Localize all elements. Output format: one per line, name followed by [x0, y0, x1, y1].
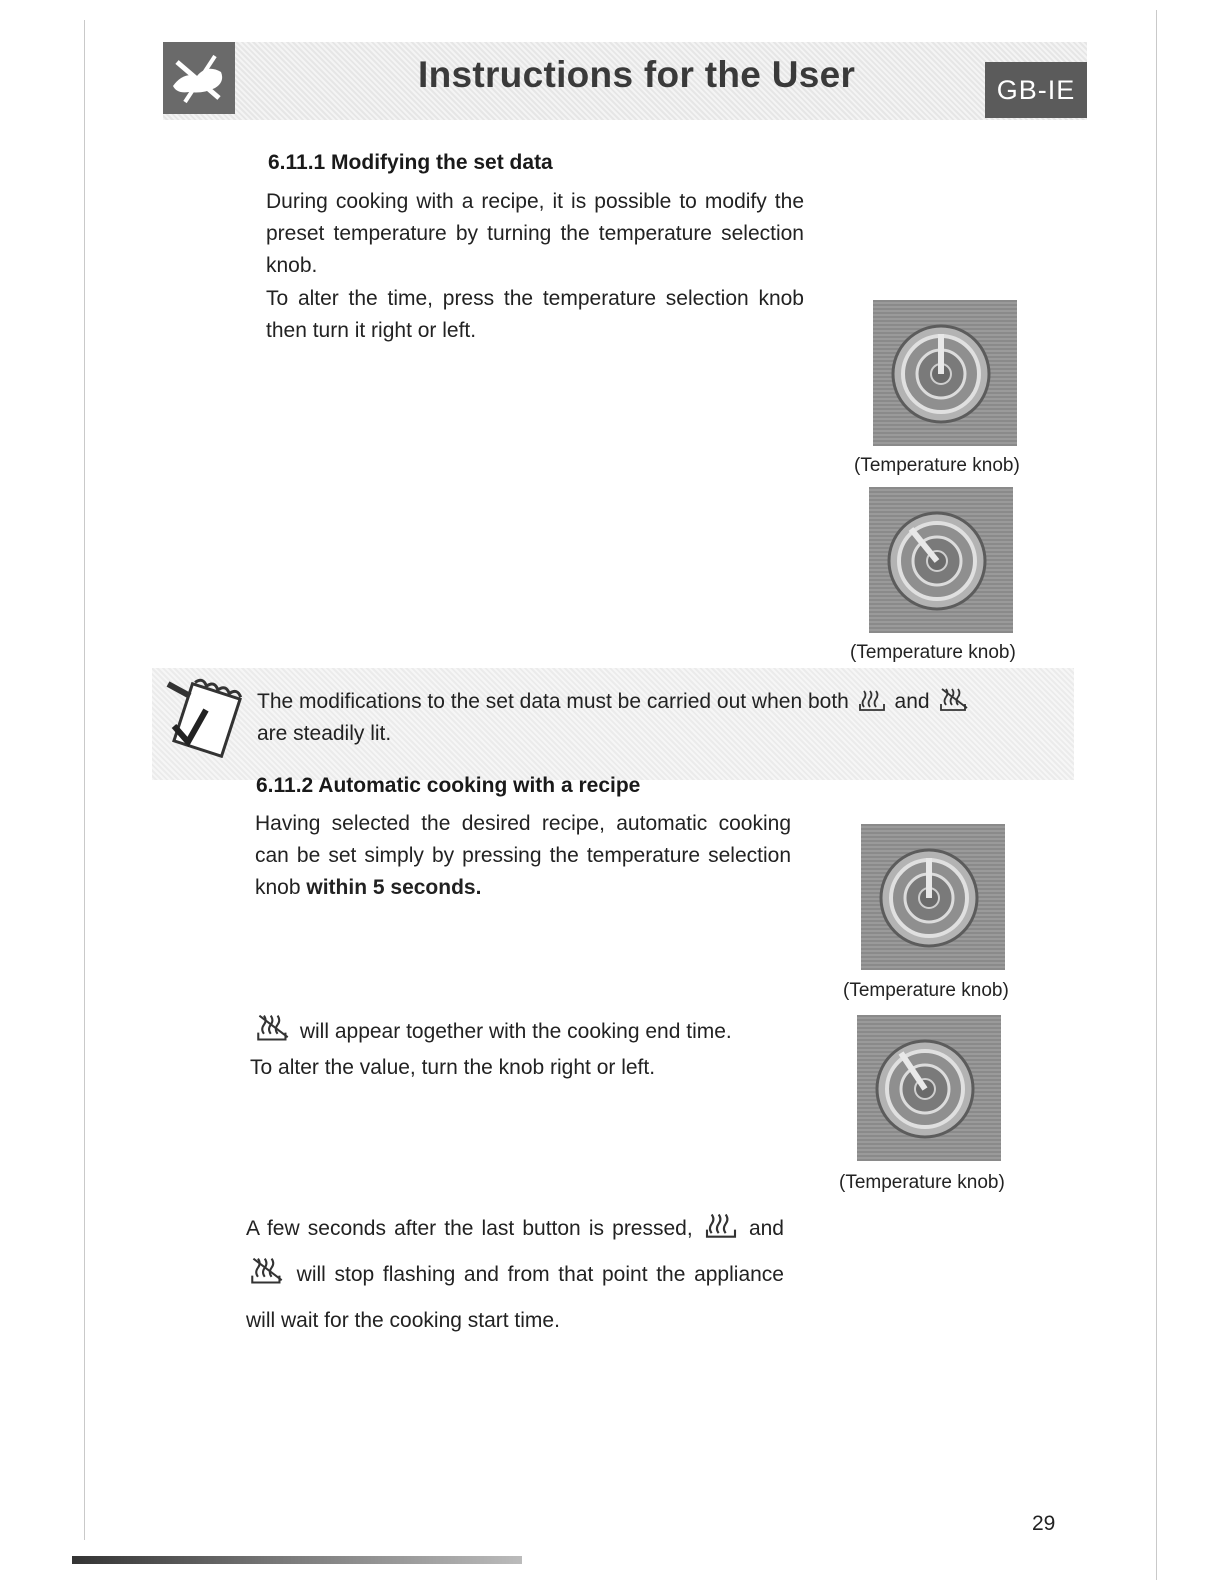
- section-2-paragraph-4: [246, 1206, 784, 1344]
- section-2-paragraph-4-start: A few seconds after the last button is pressed,: [246, 1217, 693, 1240]
- section-1-paragraph-1: During cooking with a recipe, it is possible to modify the preset temperature by turning the temperature selection knob.: [266, 190, 804, 277]
- temperature-knob-image: [869, 487, 1013, 633]
- language-badge: GB-IE: [985, 62, 1087, 118]
- cooking-end-symbol-icon: [939, 686, 969, 712]
- section-1-title: 6.11.1 Modifying the set data: [268, 151, 553, 174]
- section-2-paragraph-2: [252, 1012, 812, 1048]
- left-margin-line: [84, 20, 85, 1540]
- heating-symbol-icon: [705, 1211, 737, 1239]
- cooking-end-symbol-icon: [256, 1012, 290, 1042]
- header-title: Instructions for the User: [418, 54, 856, 95]
- knob-3-caption: (Temperature knob): [843, 980, 1009, 1001]
- section-2-title: 6.11.2 Automatic cooking with a recipe: [256, 774, 641, 797]
- note-text: [257, 686, 1057, 750]
- temperature-knob-image: [861, 824, 1005, 970]
- knob-1-caption: (Temperature knob): [854, 455, 1020, 476]
- section-2-paragraph-1: [255, 808, 791, 904]
- bottom-decorative-bar: [72, 1556, 522, 1564]
- note-text-start: The modifications to the set data must be carried out when both: [257, 690, 849, 713]
- section-2-paragraph-3: To alter the value, turn the knob right or left.: [250, 1056, 656, 1079]
- note-pad-icon: [160, 674, 244, 758]
- chef-logo-icon: [163, 42, 235, 114]
- section-2-paragraph-4-and: and: [748, 1217, 784, 1240]
- section-2-paragraph-1-text: Having selected the desired recipe, automatic cooking can be set simply by pressing the temperature selection knob: [255, 812, 791, 899]
- section-2-paragraph-4-end: will stop flashing and from that point the appliance will wait for the cooking start time.: [246, 1263, 784, 1332]
- section-1-paragraph-2: To alter the time, press the temperature selection knob then turn it right or left.: [266, 287, 804, 342]
- within-5-seconds-emphasis: within 5 seconds.: [306, 876, 482, 899]
- page-header: [163, 42, 1087, 120]
- temperature-knob-image: [857, 1015, 1001, 1161]
- temperature-knob-image: [873, 300, 1017, 446]
- knob-4-caption: (Temperature knob): [839, 1172, 1005, 1193]
- note-box: [152, 668, 1074, 780]
- note-text-end: are steadily lit.: [257, 722, 392, 745]
- heating-symbol-icon: [859, 688, 885, 712]
- cooking-end-symbol-icon: [250, 1255, 284, 1285]
- section-2-paragraph-2-text: will appear together with the cooking end time.: [299, 1020, 732, 1043]
- page-number: 29: [1032, 1512, 1056, 1535]
- note-and-word: and: [894, 690, 930, 713]
- knob-2-caption: (Temperature knob): [850, 642, 1016, 663]
- right-margin-line: [1156, 10, 1157, 1580]
